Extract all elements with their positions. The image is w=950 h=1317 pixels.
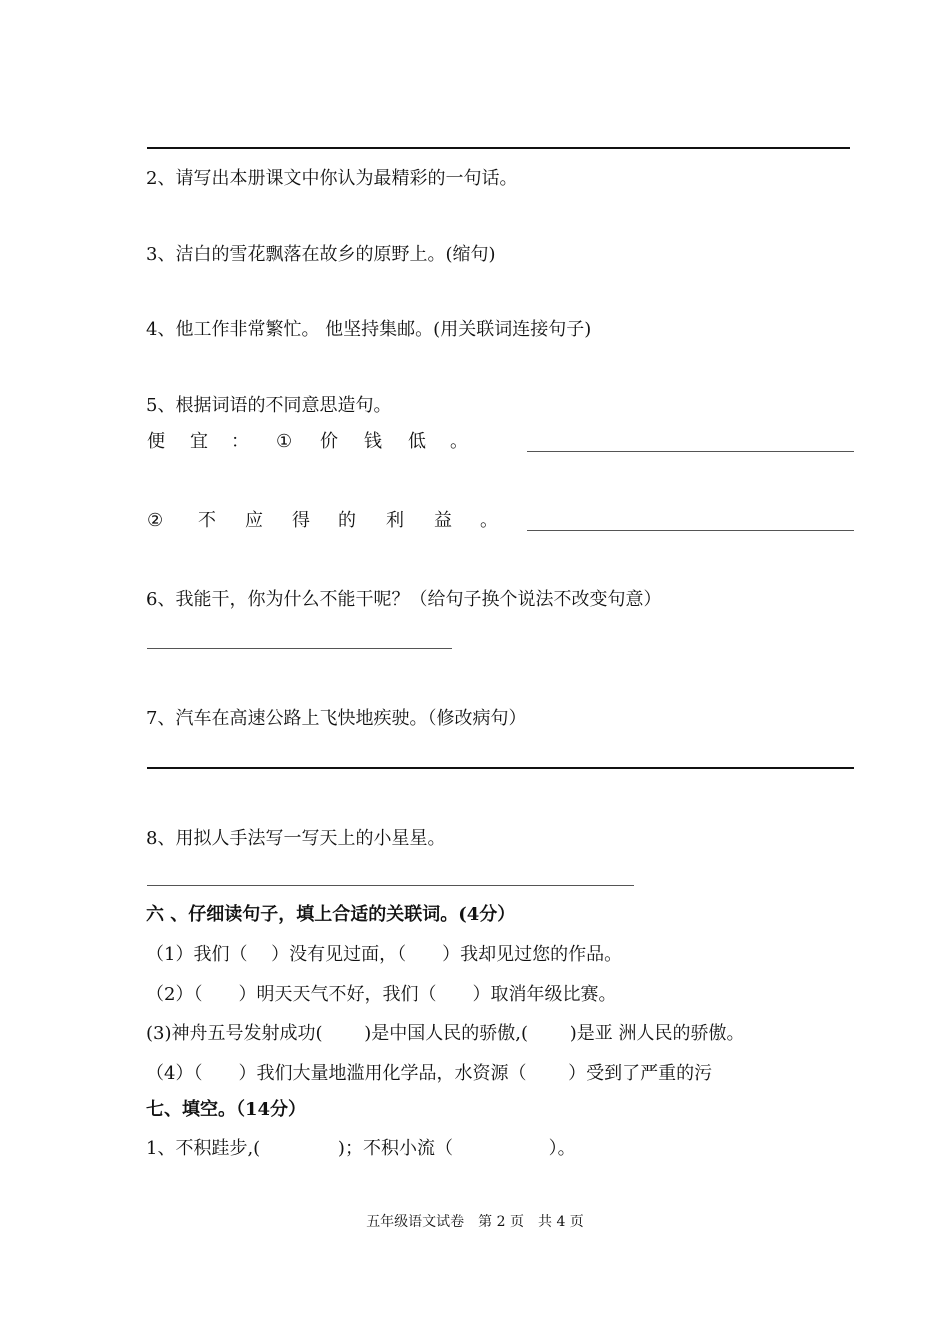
page-footer: 五年级语文试卷 第 2 页 共 4 页 (366, 1214, 584, 1230)
question-3: 3、洁白的雪花飘落在故乡的原野上。(缩句) (146, 244, 496, 265)
question-8: 8、用拟人手法写一写天上的小星星。 (146, 828, 446, 849)
answer-line-top (147, 147, 850, 149)
answer-line-5-2 (527, 530, 854, 531)
question-5: 5、根据词语的不同意思造句。 (146, 395, 392, 416)
section-6-item-3: (3)神舟五号发射成功( )是中国人民的骄傲,( )是亚 洲人民的骄傲。 (146, 1023, 745, 1044)
answer-line-5-1 (527, 451, 854, 452)
answer-line-8 (147, 885, 634, 886)
section-6-title: 六 、仔细读句子，填上合适的关联词。(4分） (146, 904, 516, 925)
question-2: 2、请写出本册课文中你认为最精彩的一句话。 (146, 168, 518, 189)
answer-line-6 (147, 648, 452, 649)
section-6-item-1: （1）我们（ ）没有见过面，（ ）我却见过您的作品。 (146, 944, 623, 965)
section-7-item-1: 1、不积跬步,( )；不积小流（ ）。 (146, 1138, 576, 1159)
question-5-line-1: 便 宜 ： ① 价 钱 低 。 (147, 431, 468, 452)
question-4: 4、他工作非常繁忙。 他坚持集邮。(用关联词连接句子) (146, 319, 592, 340)
question-7: 7、汽车在高速公路上飞快地疾驶。（修改病句） (146, 708, 527, 729)
answer-line-7 (147, 767, 854, 769)
question-6: 6、我能干，你为什么不能干呢？（给句子换个说法不改变句意） (146, 589, 662, 610)
section-7-title: 七、填空。（14分） (146, 1099, 307, 1120)
question-5-line-2: ② 不 应 得 的 利 益 。 (147, 510, 498, 531)
section-6-item-2: （2）（ ）明天天气不好，我们（ ）取消年级比赛。 (146, 984, 617, 1005)
section-6-item-4: （4）（ ）我们大量地滥用化学品，水资源（ ）受到了严重的污 (146, 1063, 713, 1084)
